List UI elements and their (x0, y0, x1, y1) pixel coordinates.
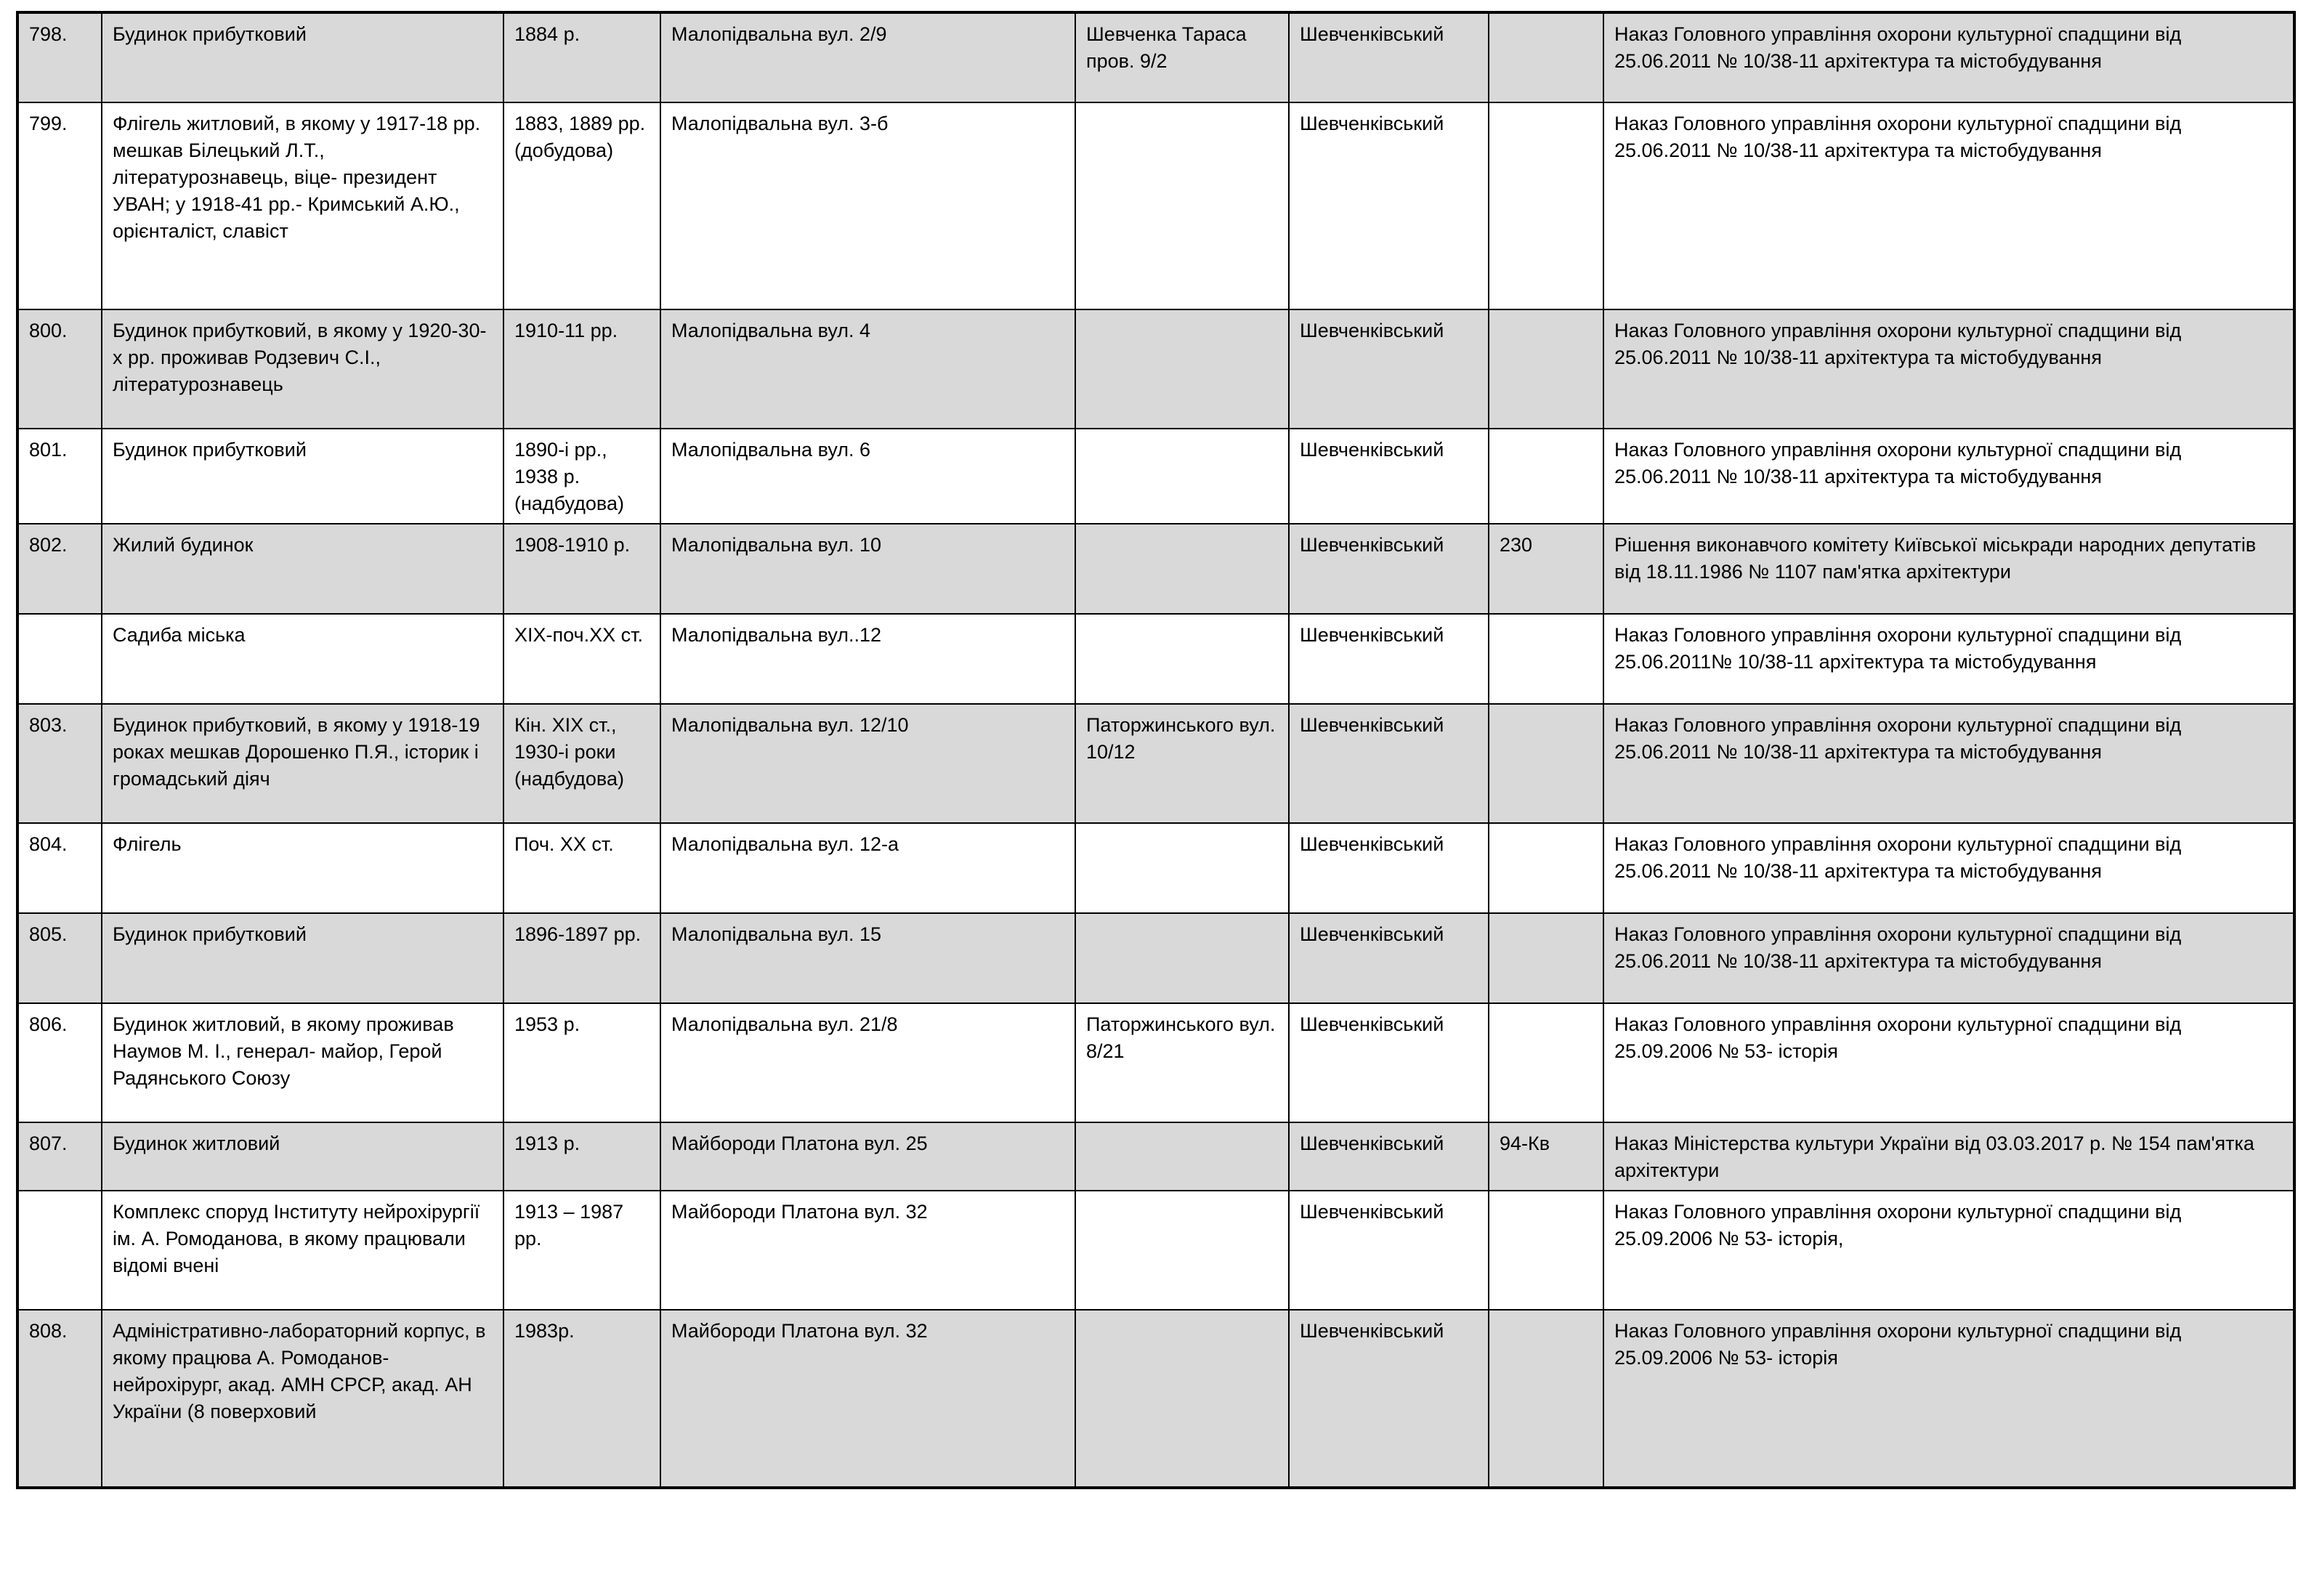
object-district: Шевченківський (1289, 102, 1489, 309)
object-district: Шевченківський (1289, 1191, 1489, 1310)
row-number: 802. (17, 524, 102, 614)
object-district: Шевченківський (1289, 913, 1489, 1003)
protection-number: 230 (1489, 524, 1603, 614)
object-date: Кін. ХІХ ст., 1930-і роки (надбудова) (503, 704, 660, 823)
object-address: Малопідвальна вул. 15 (660, 913, 1075, 1003)
legal-document: Наказ Головного управління охорони культурної спадщини від 25.06.2011 № 10/38-11 архітектура та містобудування (1603, 429, 2294, 524)
object-date: Поч. ХХ ст. (503, 823, 660, 913)
legal-document: Наказ Головного управління охорони культурної спадщини від 25.06.2011 № 10/38-11 архітектура та містобудування (1603, 12, 2294, 102)
object-name: Садиба міська (102, 614, 503, 704)
object-alt-address (1075, 1122, 1289, 1191)
table-row (17, 102, 2294, 309)
row-number: 803. (17, 704, 102, 823)
table-row (17, 1191, 2294, 1310)
object-name: Будинок прибутковий (102, 429, 503, 524)
object-name: Будинок прибутковий (102, 12, 503, 102)
protection-number (1489, 704, 1603, 823)
protection-number (1489, 309, 1603, 429)
object-district: Шевченківський (1289, 12, 1489, 102)
row-number: 806. (17, 1003, 102, 1122)
object-name: Будинок прибутковий, в якому у 1920-30-х рр. проживав Родзевич С.І., літературознавець (102, 309, 503, 429)
object-district: Шевченківський (1289, 524, 1489, 614)
table-row (17, 823, 2294, 913)
object-date: 1896-1897 рр. (503, 913, 660, 1003)
table-row (17, 614, 2294, 704)
object-district: Шевченківський (1289, 1122, 1489, 1191)
table-row (17, 1003, 2294, 1122)
object-date: 1883, 1889 рр. (добудова) (503, 102, 660, 309)
object-date: 1910-11 рр. (503, 309, 660, 429)
table-row (17, 524, 2294, 614)
object-district: Шевченківський (1289, 1003, 1489, 1122)
table-row (17, 1310, 2294, 1488)
legal-document: Наказ Головного управління охорони культурної спадщини від 25.06.2011 № 10/38-11 архітектура та містобудування (1603, 704, 2294, 823)
row-number: 801. (17, 429, 102, 524)
object-address: Малопідвальна вул. 6 (660, 429, 1075, 524)
table-row (17, 309, 2294, 429)
legal-document: Наказ Головного управління охорони культурної спадщини від 25.06.2011 № 10/38-11 архітектура та містобудування (1603, 309, 2294, 429)
table-row (17, 429, 2294, 524)
protection-number (1489, 102, 1603, 309)
row-number: 799. (17, 102, 102, 309)
object-alt-address: Паторжинського вул. 10/12 (1075, 704, 1289, 823)
object-date: 1884 р. (503, 12, 660, 102)
legal-document: Наказ Головного управління охорони культурної спадщини від 25.09.2006 № 53- історія (1603, 1310, 2294, 1488)
object-alt-address (1075, 913, 1289, 1003)
table-row (17, 704, 2294, 823)
protection-number (1489, 823, 1603, 913)
legal-document: Наказ Міністерства культури України від 03.03.2017 р. № 154 пам'ятка архітектури (1603, 1122, 2294, 1191)
row-number: 807. (17, 1122, 102, 1191)
legal-document: Наказ Головного управління охорони культурної спадщини від 25.06.2011 № 10/38-11 архітектура та містобудування (1603, 823, 2294, 913)
object-alt-address: Паторжинського вул. 8/21 (1075, 1003, 1289, 1122)
table-row (17, 1122, 2294, 1191)
object-alt-address (1075, 524, 1289, 614)
object-address: Малопідвальна вул. 4 (660, 309, 1075, 429)
row-number: 800. (17, 309, 102, 429)
object-date: 1983р. (503, 1310, 660, 1488)
legal-document: Наказ Головного управління охорони культурної спадщини від 25.09.2006 № 53- історія (1603, 1003, 2294, 1122)
object-district: Шевченківський (1289, 429, 1489, 524)
object-address: Малопідвальна вул. 3-б (660, 102, 1075, 309)
object-name: Будинок прибутковий (102, 913, 503, 1003)
legal-document: Рішення виконавчого комітету Київської міськради народних депутатів від 18.11.1986 № 1107 пам'ятка архітектури (1603, 524, 2294, 614)
object-alt-address (1075, 1191, 1289, 1310)
object-alt-address (1075, 429, 1289, 524)
object-name: Будинок житловий, в якому проживав Наумов М. І., генерал- майор, Герой Радянського Союзу (102, 1003, 503, 1122)
object-alt-address (1075, 823, 1289, 913)
object-alt-address: Шевченка Тараса пров. 9/2 (1075, 12, 1289, 102)
object-address: Малопідвальна вул. 21/8 (660, 1003, 1075, 1122)
object-alt-address (1075, 102, 1289, 309)
object-alt-address (1075, 614, 1289, 704)
object-name: Флігель житловий, в якому у 1917-18 рр. мешкав Білецький Л.Т., літературознавець, віце- президент УВАН; у 1918-41 рр.- Кримський А.Ю., орієнталіст, славіст (102, 102, 503, 309)
table-row (17, 12, 2294, 102)
legal-document: Наказ Головного управління охорони культурної спадщини від 25.06.2011 № 10/38-11 архітектура та містобудування (1603, 913, 2294, 1003)
object-name: Будинок прибутковий, в якому у 1918-19 роках мешкав Дорошенко П.Я., історик і громадський діяч (102, 704, 503, 823)
object-name: Комплекс споруд Інституту нейрохірургії ім. А. Ромоданова, в якому працювали відомі вчені (102, 1191, 503, 1310)
object-district: Шевченківський (1289, 309, 1489, 429)
row-number (17, 614, 102, 704)
object-alt-address (1075, 309, 1289, 429)
protection-number (1489, 1310, 1603, 1488)
object-date: 1908-1910 р. (503, 524, 660, 614)
object-date: 1913 р. (503, 1122, 660, 1191)
object-district: Шевченківський (1289, 823, 1489, 913)
object-name: Флігель (102, 823, 503, 913)
object-name: Адміністративно-лабораторний корпус, в якому працюва А. Ромоданов- нейрохірург, акад. АМН СРСР, акад. АН України (8 поверховий (102, 1310, 503, 1488)
protection-number (1489, 1003, 1603, 1122)
object-address: Малопідвальна вул..12 (660, 614, 1075, 704)
object-district: Шевченківський (1289, 1310, 1489, 1488)
object-date: ХІХ-поч.ХХ ст. (503, 614, 660, 704)
object-name: Будинок житловий (102, 1122, 503, 1191)
object-district: Шевченківський (1289, 614, 1489, 704)
object-address: Малопідвальна вул. 12-а (660, 823, 1075, 913)
row-number: 804. (17, 823, 102, 913)
row-number: 808. (17, 1310, 102, 1488)
object-date: 1913 – 1987 рр. (503, 1191, 660, 1310)
protection-number (1489, 1191, 1603, 1310)
table-row (17, 913, 2294, 1003)
object-name: Жилий будинок (102, 524, 503, 614)
row-number (17, 1191, 102, 1310)
legal-document: Наказ Головного управління охорони культурної спадщини від 25.06.2011№ 10/38-11 архітектура та містобудування (1603, 614, 2294, 704)
protection-number (1489, 913, 1603, 1003)
object-address: Малопідвальна вул. 10 (660, 524, 1075, 614)
object-district: Шевченківський (1289, 704, 1489, 823)
heritage-registry-table (16, 11, 2296, 1489)
object-address: Майбороди Платона вул. 32 (660, 1310, 1075, 1488)
object-date: 1953 р. (503, 1003, 660, 1122)
object-address: Майбороди Платона вул. 32 (660, 1191, 1075, 1310)
legal-document: Наказ Головного управління охорони культурної спадщини від 25.06.2011 № 10/38-11 архітектура та містобудування (1603, 102, 2294, 309)
row-number: 805. (17, 913, 102, 1003)
object-address: Малопідвальна вул. 12/10 (660, 704, 1075, 823)
protection-number (1489, 12, 1603, 102)
protection-number (1489, 614, 1603, 704)
object-address: Майбороди Платона вул. 25 (660, 1122, 1075, 1191)
row-number: 798. (17, 12, 102, 102)
protection-number (1489, 429, 1603, 524)
object-address: Малопідвальна вул. 2/9 (660, 12, 1075, 102)
legal-document: Наказ Головного управління охорони культурної спадщини від 25.09.2006 № 53- історія, (1603, 1191, 2294, 1310)
object-alt-address (1075, 1310, 1289, 1488)
protection-number: 94-Кв (1489, 1122, 1603, 1191)
object-date: 1890-і рр., 1938 р. (надбудова) (503, 429, 660, 524)
